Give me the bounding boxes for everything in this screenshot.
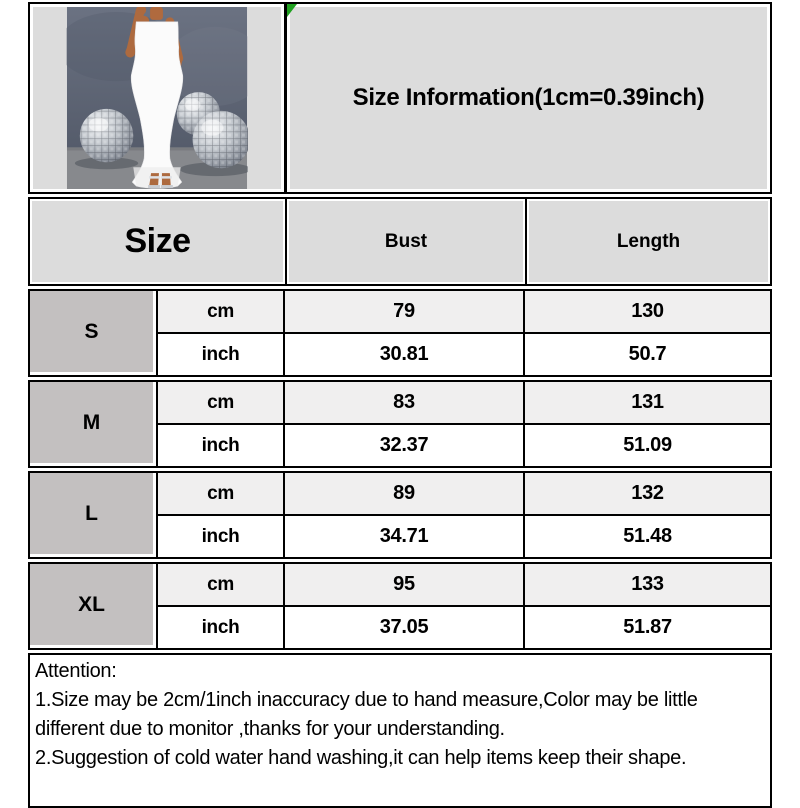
length-value: 131 [631, 391, 664, 413]
bust-value: 30.81 [285, 334, 525, 375]
bust-value: 37.05 [285, 607, 525, 648]
size-info-title: Size Information(1cm=0.39inch) [352, 84, 705, 111]
attention-note-2: 2.Suggestion of cold water hand washing,it can help items keep their shape. [35, 747, 687, 769]
length-value: 130 [631, 300, 664, 322]
size-label-l [30, 473, 158, 557]
attention-box [28, 653, 772, 808]
unit-cell: cm [158, 382, 285, 423]
bust-value: 89 [285, 473, 525, 514]
attention-note-1: 1.Size may be 2cm/1inch inaccuracy due to hand measure,Color may be little different due to monitor ,thanks for your understanding. [35, 689, 698, 740]
table-row [158, 473, 770, 514]
size-label-text: M [30, 382, 153, 463]
size-label-s [30, 291, 158, 375]
size-group-m [28, 380, 772, 468]
length-value: 51.87 [623, 616, 672, 638]
unit-cell: cm [158, 564, 285, 605]
size-label-text: L [30, 473, 153, 554]
bust-value: 79 [285, 291, 525, 332]
banner-title-cell [287, 4, 770, 192]
size-label-xl [30, 564, 158, 648]
size-label-text: S [30, 291, 153, 372]
banner [28, 2, 772, 194]
table-row [158, 423, 770, 466]
length-value: 51.09 [623, 434, 672, 456]
unit-cell: inch [158, 334, 285, 375]
size-label-m [30, 382, 158, 466]
group-rows [158, 382, 770, 466]
table-row [158, 291, 770, 332]
group-rows [158, 564, 770, 648]
bust-value: 83 [285, 382, 525, 423]
length-value: 133 [631, 573, 664, 595]
unit-cell: inch [158, 425, 285, 466]
length-value: 50.7 [628, 343, 667, 365]
table-header-row [28, 197, 772, 286]
length-value: 132 [631, 482, 664, 504]
product-photo-illustration [66, 7, 248, 189]
product-photo-cell [30, 4, 287, 192]
size-group-l [28, 471, 772, 559]
unit-cell: cm [158, 291, 285, 332]
table-row [158, 332, 770, 375]
bust-value: 95 [285, 564, 525, 605]
table-row [158, 382, 770, 423]
size-group-s [28, 289, 772, 377]
unit-cell: inch [158, 516, 285, 557]
group-rows [158, 291, 770, 375]
header-bust: Bust [287, 199, 527, 284]
table-row [158, 564, 770, 605]
table-row [158, 605, 770, 648]
product-photo [66, 7, 248, 189]
header-length: Length [527, 199, 770, 284]
corner-fold-icon [287, 4, 297, 17]
size-group-xl [28, 562, 772, 650]
bust-value: 32.37 [285, 425, 525, 466]
attention-title: Attention: [35, 660, 117, 682]
length-value: 51.48 [623, 525, 672, 547]
table-row [158, 514, 770, 557]
group-rows [158, 473, 770, 557]
unit-cell: inch [158, 607, 285, 648]
size-label-text: XL [30, 564, 153, 645]
header-size: Size [30, 199, 287, 284]
unit-cell: cm [158, 473, 285, 514]
size-chart-sheet [28, 0, 772, 808]
bust-value: 34.71 [285, 516, 525, 557]
